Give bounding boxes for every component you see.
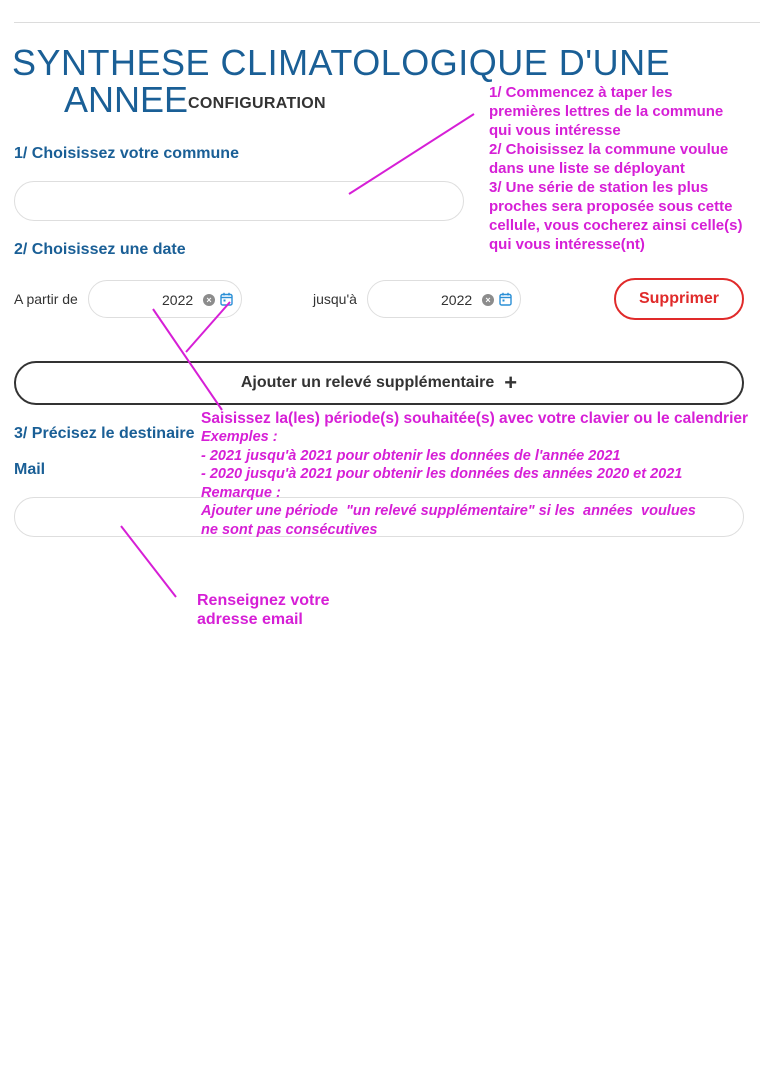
annotation-text-line: dans une liste se déployant [489,160,685,177]
annotation-text-line: Remarque : [201,484,281,501]
annotation-text-line: Saisissez la(les) période(s) souhaitée(s) avec votre clavier ou le calendrier [201,410,749,427]
annotation-text-line: Renseignez votre [197,592,330,609]
annotation-text-line: 2/ Choisissez la commune voulue [489,141,729,158]
annotation-mail-help [197,591,329,629]
clear-icon[interactable]: × [482,294,494,306]
annotation-commune-help [489,83,742,254]
from-date-value: 2022 [162,292,194,308]
annotation-text-line: qui vous intéresse [489,122,621,139]
annotation-text-line: adresse email [197,611,303,628]
from-label: A partir de [14,291,78,307]
annotation-text-line: Exemples : [201,429,278,445]
annotation-line-date-calendar [186,302,230,352]
page-title-line2: ANNEE [64,79,189,120]
annotation-text-line: ne sont pas consécutives [201,521,378,538]
to-label: jusqu'à [313,291,357,307]
annotation-text-line: 1/ Commencez à taper les [489,84,673,101]
annotation-text-line: 3/ Une série de station les plus [489,179,709,196]
annotation-line-mail [121,526,176,597]
annotation-text-line: Ajouter une période "un relevé supplémentaire" si les années voulues [201,503,696,519]
annotation-period-help [201,409,748,539]
annotation-text-line: - 2021 jusqu'à 2021 pour obtenir les données de l'année 2021 [201,447,621,464]
annotation-text-line: premières lettres de la commune [489,103,724,120]
mail-label: Mail [14,461,46,478]
annotation-text-line: qui vous intéresse(nt) [489,236,645,253]
plus-icon: + [504,370,518,395]
annotation-line-commune [349,114,474,194]
add-record-label: Ajouter un relevé supplémentaire [240,374,495,391]
delete-button[interactable]: Supprimer [614,278,744,320]
annotation-text-line: proches sera proposée sous cette [489,198,733,215]
page-subtitle: CONFIGURATION [188,95,326,112]
clear-icon[interactable]: × [203,294,215,306]
step3-label: 3/ Précisez le destinaire [14,425,195,442]
to-date-value: 2022 [441,292,473,308]
annotation-text-line: - 2020 jusqu'à 2021 pour obtenir les données des années 2020 et 2021 [201,466,683,482]
step2-label: 2/ Choisissez une date [14,241,186,258]
annotation-text-line: cellule, vous cocherez ainsi celle(s) [489,217,743,234]
page-title: SYNTHESE CLIMATOLOGIQUE D'UNE [12,42,671,83]
step1-label: 1/ Choisissez votre commune [14,145,239,162]
